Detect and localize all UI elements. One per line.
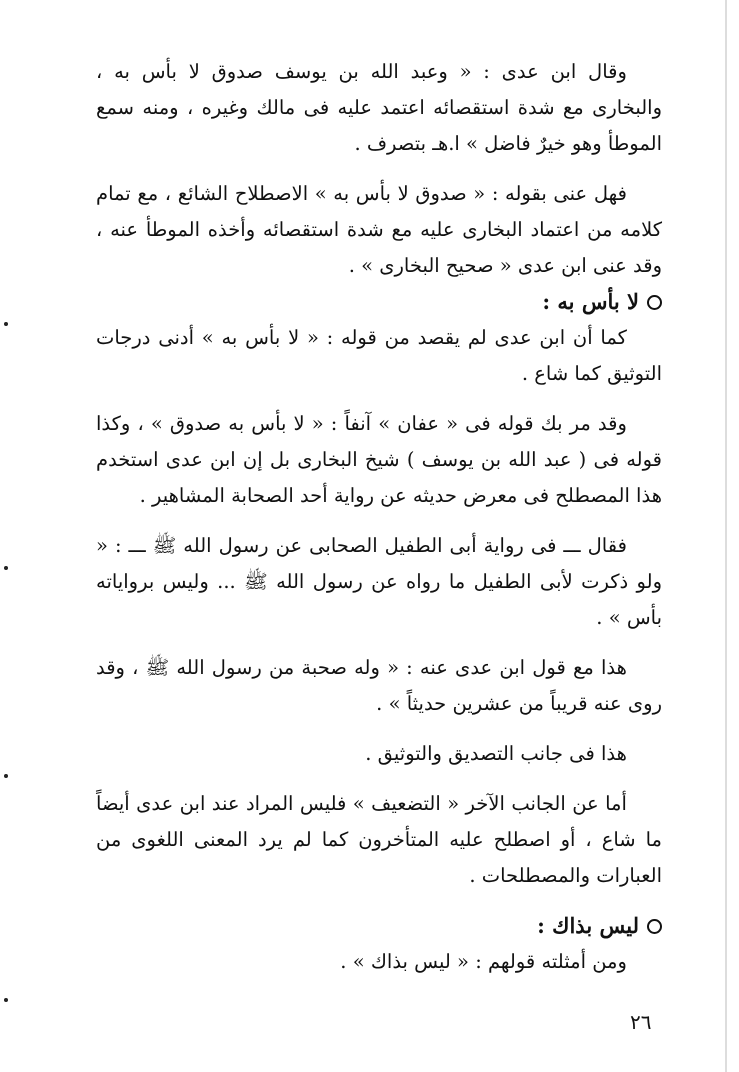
heading-text: لا بأس به : [542,289,639,314]
margin-mark [4,998,8,1002]
section-heading-la-bas-bih [96,284,662,320]
page-edge [725,0,727,1072]
paragraph-8: أما عن الجانب الآخر « التضعيف » فليس المراد عند ابن عدى أيضاً ما شاع ، أو اصطلح عليه المتأخرون كما لم يرد المعنى اللغوى من العبارات والمصطلحات . [96,792,662,887]
circle-bullet-icon [647,295,662,310]
margin-mark [4,566,8,570]
margin-mark [4,322,8,326]
circle-bullet-icon [647,919,662,934]
paragraph-2: فهل عنى بقوله : « صدوق لا بأس به » الاصطلاح الشائع ، مع تمام كلامه من اعتماد البخارى عليه مع شدة استقصائه وأخذه الموطأ عنه ، وقد عنى ابن عدى « صحيح البخارى » . [96,182,662,277]
page-body [96,54,662,1054]
paragraph-3: كما أن ابن عدى لم يقصد من قوله : « لا بأس به » أدنى درجات التوثيق كما شاع . [96,326,662,385]
paragraph-5: فقال ـــ فى رواية أبى الطفيل الصحابى عن رسول الله ﷺ ـــ : « ولو ذكرت لأبى الطفيل ما رواه عن رسول الله ﷺ ... وليس برواياته بأس » . [96,534,662,629]
heading-text: ليس بذاك : [537,913,639,938]
paragraph-4: وقد مر بك قوله فى « عفان » آنفاً : « لا بأس به صدوق » ، وكذا قوله فى ( عبد الله بن يوسف ) شيخ البخارى بل إن ابن عدى استخدم هذا المصطلح فى معرض حديثه عن رواية أحد الصحابة المشاهير . [96,412,662,507]
page-number: ٢٦ [630,1010,652,1034]
margin-mark [4,774,8,778]
paragraph-6: هذا مع قول ابن عدى عنه : « وله صحبة من رسول الله ﷺ ، وقد روى عنه قريباً من عشرين حديثاً » . [96,656,662,715]
paragraph-1: وقال ابن عدى : « وعبد الله بن يوسف صدوق لا بأس به ، والبخارى مع شدة استقصائه اعتمد عليه فى مالك وغيره ، ومنه سمع الموطأ وهو خيرٌ فاضل » ا.هـ بتصرف . [96,60,662,155]
paragraph-9: ومن أمثلته قولهم : « ليس بذاك » . [340,950,627,973]
paragraph-7: هذا فى جانب التصديق والتوثيق . [365,742,627,765]
section-heading-laysa-bidhak [96,908,662,944]
